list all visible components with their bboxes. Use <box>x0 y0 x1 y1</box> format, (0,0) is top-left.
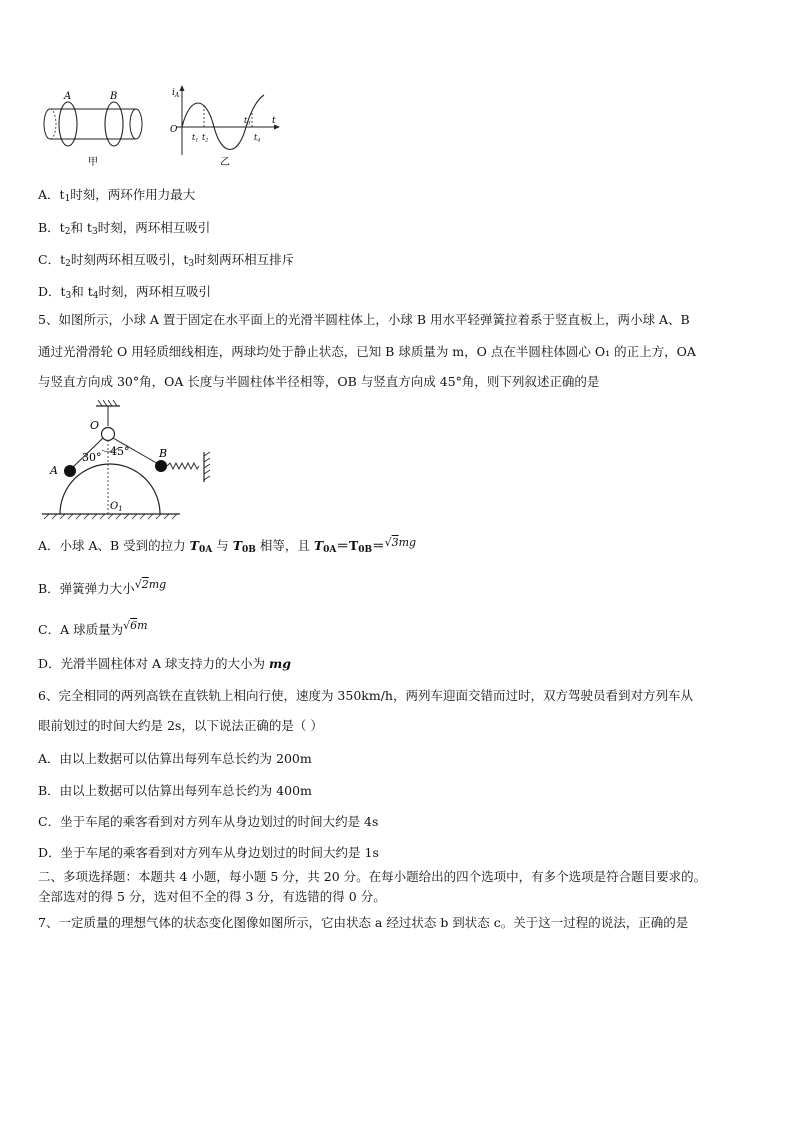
label-o: O <box>90 419 100 432</box>
q5-option-b: B．弹簧弹力大小√2mg <box>38 578 167 596</box>
angle-30: 30° <box>82 451 102 464</box>
q6-stem-line-1: 6、完全相同的两列高铁在直铁轨上相向行使，速度为 350km/h，两列车迎面交错而过时，双方驾驶员看到对方列车从 <box>38 688 693 703</box>
section-2-line-1: 二、多项选择题：本题共 4 小题，每小题 5 分，共 20 分。在每小题给出的四个选项中，有多个选项是符合题目要求的。 <box>38 869 707 884</box>
ball-a <box>64 465 76 477</box>
axis-y-label: $i_A$ <box>172 88 180 99</box>
figure-pulley-semicylinder <box>40 398 230 520</box>
q4-option-a: A．$t_1$时刻，两环作用力最大 <box>38 187 196 204</box>
q6-option-a: A．由以上数据可以估算出每列车总长约为 200m <box>38 751 312 766</box>
q5-option-c: C．A 球质量为√6m <box>38 619 148 637</box>
q5-stem-line-1: 5、如图所示，小球 A 置于固定在水平面上的光滑半圆柱体上，小球 B 用水平轻弹簧拉着系于竖直板上，两小球 A、B <box>38 312 690 327</box>
t1-label: t1 <box>192 133 199 144</box>
q4-option-c: C．$t_2$时刻两环相互吸引，$t_3$时刻两环相互排斥 <box>38 252 295 269</box>
section-2-line-2: 全部选对的得 5 分，选对但不全的得 3 分，有选错的得 0 分。 <box>38 889 386 904</box>
angle-45: 45° <box>110 445 130 458</box>
q6-stem-line-2: 眼前划过的时间大约是 2s，以下说法正确的是（ ） <box>38 718 323 733</box>
spring <box>167 463 199 469</box>
t2-label: t2 <box>202 133 209 144</box>
q5-option-d: D．光滑半圆柱体对 A 球支持力的大小为 mg <box>38 656 291 671</box>
q5-option-a: A．小球 A、B 受到的拉力 $T_{0A}$ 与 $T_{0B}$ 相等，且 $T_{0A}=T_{0B}=√3mg$ <box>38 536 417 555</box>
t3-label: t3 <box>244 116 251 127</box>
q6-option-d: D．坐于车尾的乘客看到对方列车从身边划过的时间大约是 1s <box>38 845 379 860</box>
label-a: A <box>50 464 58 477</box>
caption-right: 乙 <box>220 157 230 168</box>
ball-b <box>155 460 167 472</box>
q5-stem-line-3: 与竖直方向成 30°角，OA 长度与半圆柱体半径相等，OB 与竖直方向成 45°角，则下列叙述正确的是 <box>38 374 600 389</box>
origin-label: O <box>170 125 178 135</box>
label-b: B <box>159 447 168 460</box>
label-o1: $O_1$ <box>110 501 123 513</box>
t4-label: t4 <box>254 133 261 144</box>
caption-left: 甲 <box>88 157 98 168</box>
axis-x-label: t <box>272 116 276 126</box>
q4-option-d: D．$t_3$和 $t_4$时刻，两环相互吸引 <box>38 284 212 301</box>
pulley <box>102 428 115 441</box>
label-b: B <box>110 91 118 102</box>
q4-option-b: B．$t_2$和 $t_3$时刻，两环相互吸引 <box>38 220 211 237</box>
q7-stem-line-1: 7、一定质量的理想气体的状态变化图像如图所示，它由状态 a 经过状态 b 到状态 c。关于这一过程的说法，正确的是 <box>38 915 689 930</box>
q6-option-c: C．坐于车尾的乘客看到对方列车从身边划过的时间大约是 4s <box>38 814 379 829</box>
q6-option-b: B．由以上数据可以估算出每列车总长约为 400m <box>38 783 312 798</box>
q5-stem-line-2: 通过光滑滑轮 O 用轻质细线相连，两球均处于静止状态，已知 B 球质量为 m，O 点在半圆柱体圆心 O₁ 的正上方，OA <box>38 344 696 359</box>
label-a: A <box>64 91 72 102</box>
figure-rings-and-current-graph <box>38 85 298 170</box>
